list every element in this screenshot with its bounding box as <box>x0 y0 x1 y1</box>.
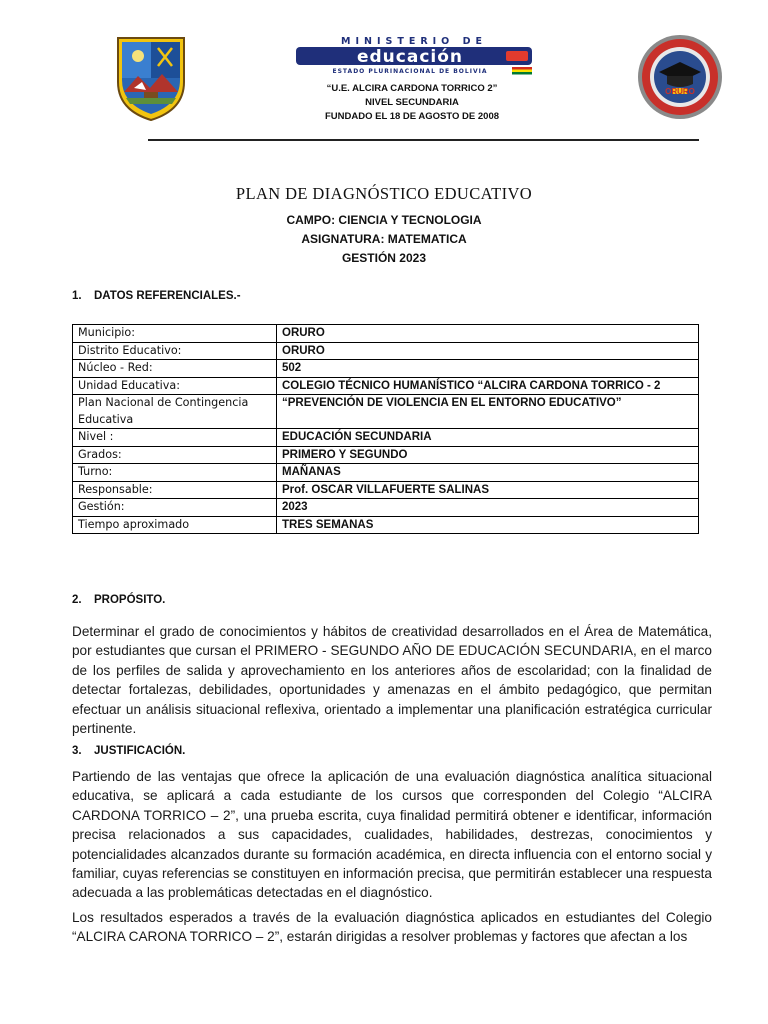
ministry-of-education-logo <box>292 34 536 76</box>
table-row <box>73 516 699 534</box>
table-row <box>73 325 699 343</box>
table-label-cell: Unidad Educativa: <box>73 377 277 395</box>
school-founded: FUNDADO EL 18 DE AGOSTO DE 2008 <box>324 111 500 122</box>
table-row <box>73 342 699 360</box>
school-name: “U.E. ALCIRA CARDONA TORRICO 2” <box>326 83 498 94</box>
table-value-cell: MAÑANAS <box>277 464 699 482</box>
table-row <box>73 377 699 395</box>
header-divider <box>148 139 699 141</box>
subtitle-campo: CAMPO: CIENCIA Y TECNOLOGIA <box>286 213 482 227</box>
table-label-cell: Grados: <box>73 446 277 464</box>
svg-text:ORURO: ORURO <box>665 87 695 96</box>
table-value-cell: Prof. OSCAR VILLAFUERTE SALINAS <box>277 481 699 499</box>
school-header-text <box>220 82 604 124</box>
section-1-number: 1. <box>72 290 82 302</box>
svg-text:MINISTERIO DE: MINISTERIO DE <box>341 36 487 47</box>
purpose-paragraph: Determinar el grado de conocimientos y hábitos de creatividad desarrollados en el Área de Matemática, por estudiantes que cursan el PRIMERO - SEGUNDO AÑO DE EDUCACIÓN SECUNDARIA, en el marco de los perfiles de salida y aprovechamiento en los anteriores años de escolaridad; con la finalidad de detectar fortalezas, debilidades, oportunidades y amenazas en el ámbito pedagógico, que permitan efectuar un análisis situacional reflexiva, orientado a implementar una planificación estratégica curricular pertinente. <box>72 624 712 737</box>
table-row <box>73 446 699 464</box>
table-label-cell: Municipio: <box>73 325 277 343</box>
table-value-cell: TRES SEMANAS <box>277 516 699 534</box>
table-value-cell: EDUCACIÓN SECUNDARIA <box>277 429 699 447</box>
table-value-cell: “PREVENCIÓN DE VIOLENCIA EN EL ENTORNO EDUCATIVO” <box>277 395 699 429</box>
section-2-title: PROPÓSITO. <box>94 594 166 606</box>
section-3-number: 3. <box>72 745 82 757</box>
table-row <box>73 481 699 499</box>
table-row <box>73 499 699 517</box>
table-label-cell: Plan Nacional de Contingencia Educativa <box>73 395 277 429</box>
table-row <box>73 464 699 482</box>
table-value-cell: ORURO <box>277 325 699 343</box>
section-2-number: 2. <box>72 594 82 606</box>
document-title: PLAN DE DIAGNÓSTICO EDUCATIVO <box>235 184 533 203</box>
subtitle-asignatura: ASIGNATURA: MATEMATICA <box>301 232 467 246</box>
table-value-cell: 502 <box>277 360 699 378</box>
svg-text:educación: educación <box>356 47 464 67</box>
table-row <box>73 395 699 429</box>
section-1-heading <box>72 290 241 302</box>
table-label-cell: Responsable: <box>73 481 277 499</box>
school-crest-left <box>114 32 188 122</box>
justification-paragraph-2: Los resultados esperados a través de la evaluación diagnóstica aplicados en estudiantes del Colegio “ALCIRA CARONA TORRICO – 2”, estarán dirigidas a resolver problemas y factores que afectan a los <box>72 910 712 945</box>
svg-text:ESTADO PLURINACIONAL DE BOLIVI: ESTADO PLURINACIONAL DE BOLIVIA <box>332 68 488 75</box>
section-3-heading <box>72 745 185 757</box>
table-label-cell: Turno: <box>73 464 277 482</box>
table-value-cell: PRIMERO Y SEGUNDO <box>277 446 699 464</box>
table-label-cell: Distrito Educativo: <box>73 342 277 360</box>
reference-data-table <box>72 324 699 534</box>
table-value-cell: COLEGIO TÉCNICO HUMANÍSTICO “ALCIRA CARDONA TORRICO - 2 <box>277 377 699 395</box>
subtitle-gestion: GESTIÓN 2023 <box>341 251 427 265</box>
section-2-heading <box>72 594 165 606</box>
document-subtitles <box>0 211 768 268</box>
table-row <box>73 360 699 378</box>
table-row <box>73 429 699 447</box>
table-label-cell: Núcleo - Red: <box>73 360 277 378</box>
section-3-title: JUSTIFICACIÓN. <box>94 745 186 757</box>
table-label-cell: Nivel : <box>73 429 277 447</box>
section-1-title: DATOS REFERENCIALES.- <box>94 290 241 302</box>
school-crest-right <box>637 32 723 122</box>
table-value-cell: ORURO <box>277 342 699 360</box>
table-value-cell: 2023 <box>277 499 699 517</box>
table-label-cell: Gestión: <box>73 499 277 517</box>
table-label-cell: Tiempo aproximado <box>73 516 277 534</box>
justification-paragraph-1: Partiendo de las ventajas que ofrece la aplicación de una evaluación diagnóstica analítica situacional educativa, se aplicará a cada estudiante de los cursos que corresponden del Colegio “ALCIRA CARDONA TORRICO – 2”, una prueba escrita, cuya finalidad permitirá obtener e identificar, información precisa relacionados a sus capacidades, cualidades, habilidades, destrezas, conocimientos y potencialidades alcanzados durante su formación académica, en directa influencia con el entorno social y familiar, cuyas referencias se constituyen en información precisa, que permitirán establecer una respuesta adecuada a las problemáticas detectadas en el diagnóstico. <box>72 769 712 901</box>
school-level: NIVEL SECUNDARIA <box>365 97 459 108</box>
